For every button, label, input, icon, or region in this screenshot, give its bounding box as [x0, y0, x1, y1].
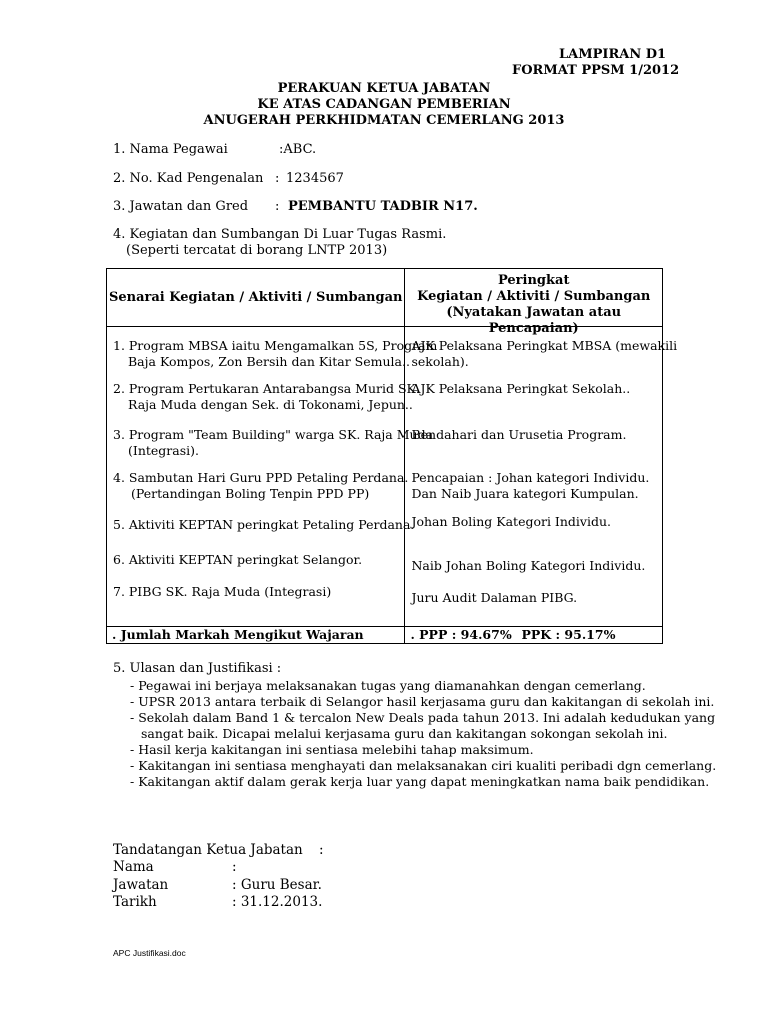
- list-item: 6. Aktiviti KEPTAN peringkat Selangor.: [113, 552, 363, 567]
- list-item: AJK Pelaksana Peringkat MBSA (mewakili: [411, 338, 678, 353]
- kad-pengenalan-value: 1234567: [286, 171, 344, 186]
- list-item: AJK Pelaksana Peringkat Sekolah..: [411, 381, 631, 396]
- table-total-row: [107, 627, 663, 644]
- kegiatan-label: 4. Kegiatan dan Sumbangan Di Luar Tugas Rasmi.: [113, 227, 447, 242]
- jawatan-gred-label: 3. Jawatan dan Gred: [113, 199, 249, 214]
- format-label: FORMAT PPSM 1/2012: [512, 63, 680, 78]
- sig-jawatan-value: : Guru Besar.: [232, 877, 322, 893]
- ulasan-item: - Pegawai ini berjaya melaksanakan tugas yang diamanahkan dengan cemerlang.: [130, 678, 646, 693]
- ulasan-item: - Sekolah dalam Band 1 & tercalon New Deals pada tahun 2013. Ini adalah kedudukan yang: [130, 710, 716, 725]
- sig-tarikh-label: Tarikh: [113, 894, 157, 910]
- table-body-row: [107, 327, 663, 627]
- kegiatan-note: (Seperti tercatat di borang LNTP 2013): [126, 243, 388, 258]
- list-item: (Integrasi).: [128, 443, 199, 458]
- kad-pengenalan-label: 2. No. Kad Pengenalan: [113, 171, 264, 186]
- table-header-row: [107, 269, 663, 327]
- total-label: . Jumlah Markah Mengikut Wajaran: [112, 627, 364, 642]
- lampiran-label: LAMPIRAN D1: [559, 47, 667, 62]
- ulasan-title: 5. Ulasan dan Justifikasi :: [113, 661, 282, 676]
- sig-nama-label: Nama: [113, 859, 154, 875]
- list-item: Bendahari dan Urusetia Program.: [411, 427, 627, 442]
- ulasan-item: - Kakitangan aktif dalam gerak kerja luar yang dapat meningkatkan nama baik pendidikan.: [130, 774, 710, 789]
- col1-body: [107, 327, 438, 627]
- list-item: Johan Boling Kategori Individu.: [411, 514, 612, 529]
- list-item: 3. Program "Team Building" warga SK. Raja Muda: [113, 427, 434, 442]
- jawatan-gred-colon: :: [275, 199, 280, 214]
- ulasan-item: - Kakitangan ini sentiasa menghayati dan melaksanakan ciri kualiti peribadi dgn cemerlang.: [130, 758, 717, 773]
- jawatan-gred-value: PEMBANTU TADBIR N17.: [288, 199, 478, 214]
- ulasan-item: - UPSR 2013 antara terbaik di Selangor hasil kerjasama guru dan kakitangan di sekolah ini.: [130, 694, 715, 709]
- footer-filename: APC Justifikasi.doc: [113, 948, 186, 958]
- sig-jawatan-label: Jawatan: [113, 877, 169, 893]
- list-item: Baja Kompos, Zon Bersih dan Kitar Semula..: [128, 354, 410, 369]
- total-ppk: PPK : 95.17%: [521, 627, 616, 642]
- list-item: Raja Muda dengan Sek. di Tokonami, Jepun..: [128, 397, 413, 412]
- total-value-cell: [405, 627, 663, 644]
- sig-tarikh-value: : 31.12.2013.: [232, 894, 323, 910]
- col2-header-line3: (Nyatakan Jawatan atau Pencapaian): [446, 305, 622, 336]
- list-item: 2. Program Pertukaran Antarabangsa Murid SK.: [113, 381, 420, 396]
- total-label-cell: [107, 627, 405, 644]
- col1-header: [107, 269, 405, 327]
- sig-nama-colon: :: [232, 859, 237, 875]
- tandatangan-label: Tandatangan Ketua Jabatan: [113, 842, 303, 858]
- list-item: Dan Naib Juara kategori Kumpulan.: [411, 486, 639, 501]
- doc-title-line2: KE ATAS CADANGAN PEMBERIAN: [257, 97, 511, 112]
- nama-pegawai-value: :ABC.: [279, 142, 317, 157]
- col2-body: [405, 327, 678, 627]
- doc-title-line3: ANUGERAH PERKHIDMATAN CEMERLANG 2013: [203, 113, 565, 128]
- tandatangan-colon: :: [319, 842, 324, 858]
- nama-pegawai-label: 1. Nama Pegawai: [113, 142, 228, 157]
- col1-header-text: Senarai Kegiatan / Aktiviti / Sumbangan: [108, 290, 403, 305]
- col2-header-line2: Kegiatan / Aktiviti / Sumbangan: [417, 289, 651, 304]
- col2-header: [405, 269, 663, 336]
- list-item: (Pertandingan Boling Tenpin PPD PP): [131, 486, 370, 501]
- kad-pengenalan-colon: :: [275, 171, 280, 186]
- doc-title-line1: PERAKUAN KETUA JABATAN: [277, 81, 491, 96]
- list-item: Naib Johan Boling Kategori Individu.: [411, 558, 646, 573]
- list-item: sekolah).: [411, 354, 469, 369]
- col2-header-line1: Peringkat: [497, 273, 570, 288]
- list-item: 7. PIBG SK. Raja Muda (Integrasi): [113, 584, 332, 599]
- total-ppp: . PPP : 94.67%: [410, 627, 512, 642]
- list-item: Juru Audit Dalaman PIBG.: [411, 590, 578, 605]
- list-item: 5. Aktiviti KEPTAN peringkat Petaling Perdana.: [113, 517, 415, 532]
- list-item: Pencapaian : Johan kategori Individu.: [411, 470, 650, 485]
- list-item: 1. Program MBSA iaitu Mengamalkan 5S, Program: [113, 338, 438, 353]
- kegiatan-table: [106, 268, 678, 644]
- list-item: 4. Sambutan Hari Guru PPD Petaling Perdana.: [113, 470, 409, 485]
- ulasan-item: - Hasil kerja kakitangan ini sentiasa melebihi tahap maksimum.: [130, 742, 534, 757]
- ulasan-item: sangat baik. Dicapai melalui kerjasama guru dan kakitangan sokongan sekolah ini.: [141, 726, 668, 741]
